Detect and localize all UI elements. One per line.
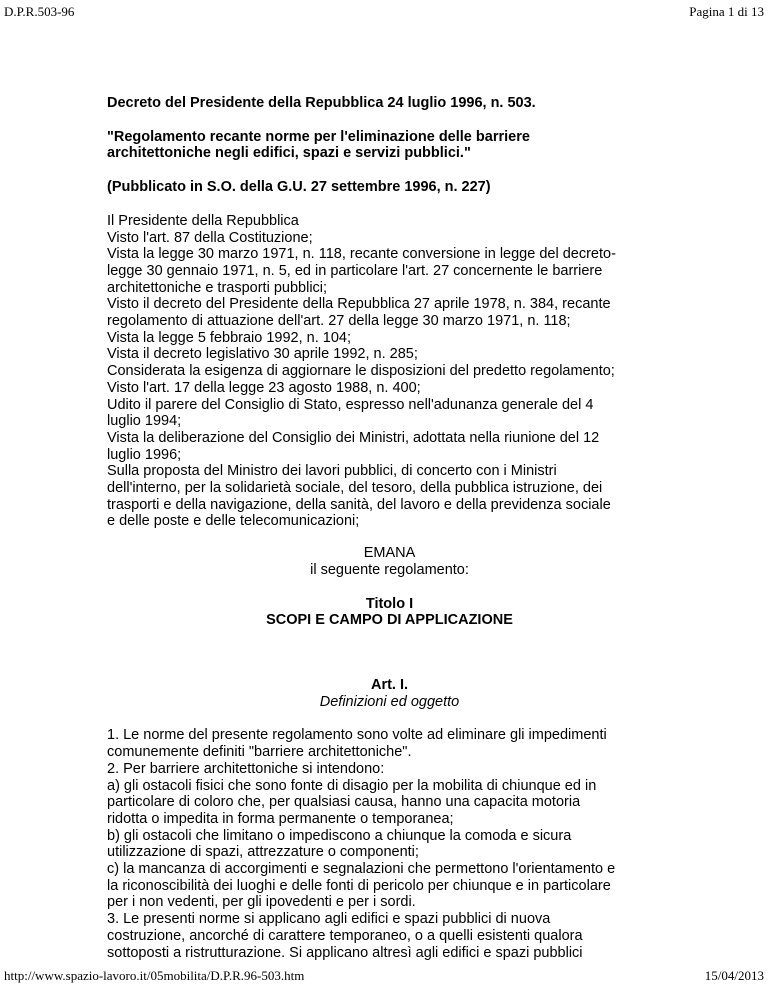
article-heading (107, 677, 672, 710)
article-number: Art. I. (370, 676, 409, 693)
emana-label: EMANA (363, 545, 416, 562)
page-header-left: D.P.R.503-96 (4, 4, 75, 19)
subtitle-line: architettoniche negli edifici, spazi e servizi pubblici." (107, 145, 471, 162)
emana-subline: il seguente regolamento: (310, 561, 469, 578)
preamble-line: Vista la deliberazione del Consiglio dei Ministri, adottata nella riunione del 12 (107, 429, 600, 446)
preamble-line: Il Presidente della Repubblica (107, 212, 299, 229)
article-line: ridotta o impedita in forma permanente o temporanea; (107, 810, 454, 827)
article-line: costruzione, ancorché di carattere temporaneo, o a quelli esistenti qualora (107, 927, 583, 944)
titolo-subline: SCOPI E CAMPO DI APPLICAZIONE (266, 612, 513, 629)
article-line: per i non vedenti, per gli ipovedenti e per i sordi. (107, 894, 416, 911)
page-footer-url: http://www.spazio-lavoro.it/05mobilita/D.P.R.96-503.htm (4, 968, 305, 983)
subtitle-line: "Regolamento recante norme per l'eliminazione delle barriere (107, 128, 530, 145)
article-line: 1. Le norme del presente regolamento sono volte ad eliminare gli impedimenti (107, 727, 607, 744)
article-line: utilizzazione di spazi, attrezzature o componenti; (107, 844, 419, 861)
article-line: b) gli ostacoli che limitano o impediscono a chiunque la comoda e sicura (107, 827, 572, 844)
preamble-line: Vista la legge 30 marzo 1971, n. 118, recante conversione in legge del decreto- (107, 246, 616, 263)
publication-note: (Pubblicato in S.O. della G.U. 27 settembre 1996, n. 227) (107, 179, 491, 196)
article-line: 3. Le presenti norme si applicano agli edifici e spazi pubblici di nuova (107, 911, 551, 928)
article-line: a) gli ostacoli fisici che sono fonte di disagio per la mobilita di chiunque ed in (107, 777, 597, 794)
preamble-line: Udito il parere del Consiglio di Stato, espresso nell'adunanza generale del 4 (107, 396, 594, 413)
titolo-heading (107, 596, 672, 629)
preamble (107, 213, 672, 530)
preamble-line: Vista il decreto legislativo 30 aprile 1992, n. 285; (107, 346, 418, 363)
preamble-line: e delle poste e delle telecomunicazioni; (107, 513, 360, 530)
document-body (107, 95, 672, 961)
preamble-line: luglio 1994; (107, 413, 182, 430)
preamble-line: trasporti e della navigazione, della sanità, del lavoro e della previdenza sociale (107, 496, 611, 513)
preamble-line: architettoniche e trasporti pubblici; (107, 279, 328, 296)
preamble-line: regolamento di attuazione dell'art. 27 della legge 30 marzo 1971, n. 118; (107, 313, 571, 330)
preamble-line: legge 30 gennaio 1971, n. 5, ed in particolare l'art. 27 concernente le barriere (107, 262, 603, 279)
preamble-line: dell'interno, per la solidarietà sociale, del tesoro, della pubblica istruzione, dei (107, 480, 603, 497)
article-line: particolare di coloro che, per qualsiasi causa, hanno una capacita motoria (107, 794, 581, 811)
article-subtitle: Definizioni ed oggetto (319, 693, 460, 710)
article-line: comunemente definiti "barriere architettoniche". (107, 744, 412, 761)
page-footer-date: 15/04/2013 (704, 968, 764, 983)
article-line: la riconoscibilità dei luoghi e delle fonti di pericolo per chiunque e in particolare (107, 877, 611, 894)
article-body (107, 727, 672, 961)
preamble-line: Vista la legge 5 febbraio 1992, n. 104; (107, 329, 352, 346)
decree-subtitle (107, 129, 672, 162)
preamble-line: Sulla proposta del Ministro dei lavori pubblici, di concerto con i Ministri (107, 463, 557, 480)
article-line: 2. Per barriere architettoniche si intendono: (107, 760, 385, 777)
preamble-line: Visto il decreto del Presidente della Repubblica 27 aprile 1978, n. 384, recante (107, 296, 611, 313)
article-line: c) la mancanza di accorgimenti e segnalazioni che permettono l'orientamento e (107, 861, 616, 878)
preamble-line: luglio 1996; (107, 446, 182, 463)
emana-heading (107, 545, 672, 578)
article-line: sottoposti a ristrutturazione. Si applicano altresì agli edifici e spazi pubblici (107, 944, 583, 961)
page-header-page-number: Pagina 1 di 13 (689, 4, 764, 19)
preamble-line: Visto l'art. 17 della legge 23 agosto 1988, n. 400; (107, 379, 421, 396)
decree-title: Decreto del Presidente della Repubblica 24 luglio 1996, n. 503. (107, 95, 536, 111)
preamble-line: Visto l'art. 87 della Costituzione; (107, 229, 313, 246)
preamble-line: Considerata la esigenza di aggiornare le disposizioni del predetto regolamento; (107, 363, 615, 380)
titolo-label: Titolo I (365, 595, 414, 612)
